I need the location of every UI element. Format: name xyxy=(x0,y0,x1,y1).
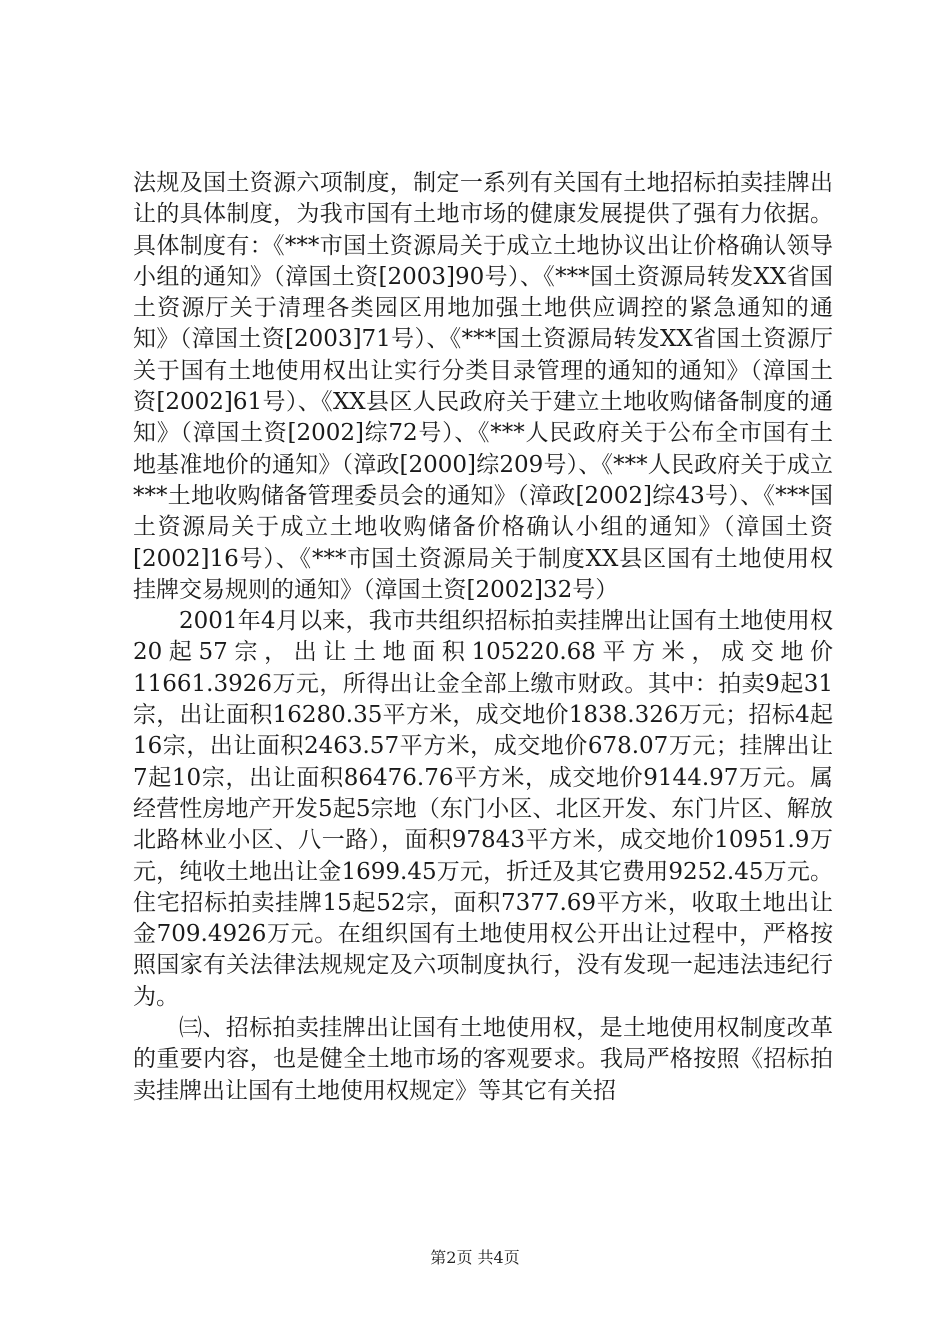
paragraph-land-transfer-statistics: 2001年4月以来，我市共组织招标拍卖挂牌出让国有土地使用权20起57宗，出让土地面积105220.68平方米，成交地价11661.3926万元，所得出让金全部上缴市财政。其中：拍卖9起31宗，出让面积16280.35平方米，成交地价1838.326万元；招标4起16宗，出让面积2463.57平方米，成交地价678.07万元；挂牌出让7起10宗，出让面积86476.76平方米，成交地价9144.97万元。属经营性房地产开发5起5宗地（东门小区、北区开发、东门片区、解放北路林业小区、八一路），面积97843平方米，成交地价10951.9万元，纯收土地出让金1699.45万元，折迁及其它费用9252.45万元。住宅招标拍卖挂牌15起52宗，面积7377.69平方米，收取土地出让金709.4926万元。在组织国有土地使用权公开出让过程中，严格按照国家有关法律法规规定及六项制度执行，没有发现一起违法违纪行为。 xyxy=(133,608,833,1010)
paragraph-regulations-list: 法规及国土资源六项制度，制定一系列有关国有土地招标拍卖挂牌出让的具体制度，为我市国有土地市场的健康发展提供了强有力依据。具体制度有：《***市国土资源局关于成立土地协议出让价格确认领导小组的通知》（漳国土资[2003]90号）、《***国土资源局转发XX省国土资源厅关于清理各类园区用地加强土地供应调控的紧急通知的通知》（漳国土资[2003]71号）、《***国土资源局转发XX省国土资源厅关于国有土地使用权出让实行分类目录管理的通知的通知》（漳国土资[2002]61号）、《XX县区人民政府关于建立土地收购储备制度的通知》（漳国土资[2002]综72号）、《***人民政府关于公布全市国有土地基准地价的通知》（漳政[2000]综209号）、《***人民政府关于成立***土地收购储备管理委员会的通知》（漳政[2002]综43号）、《***国土资源局关于成立土地收购储备价格确认小组的通知》（漳国土资[2002]16号）、《***市国土资源局关于制度XX县区国有土地使用权挂牌交易规则的通知》（漳国土资[2002]32号） xyxy=(133,170,833,603)
page-number-label: 第2页 共4页 xyxy=(430,1248,520,1267)
page-footer xyxy=(0,1245,950,1268)
document-body xyxy=(133,168,833,1107)
paragraph-section-three: ㈢、招标拍卖挂牌出让国有土地使用权，是土地使用权制度改革的重要内容，也是健全土地市场的客观要求。我局严格按照《招标拍卖挂牌出让国有土地使用权规定》等其它有关招 xyxy=(133,1015,833,1104)
